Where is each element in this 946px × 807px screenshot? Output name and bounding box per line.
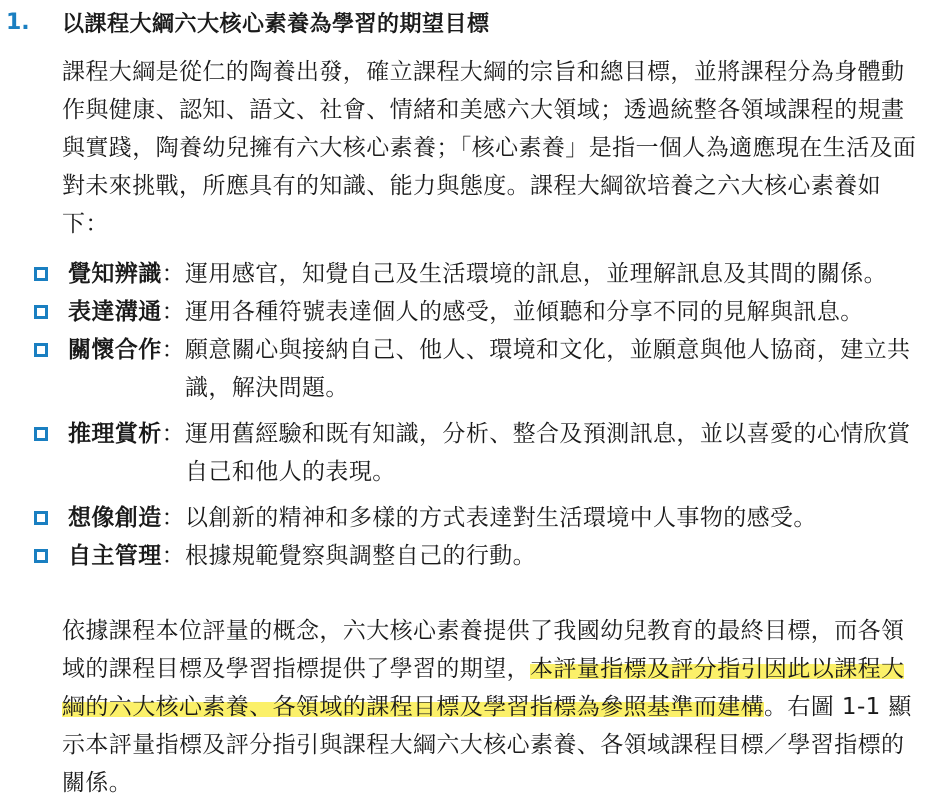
competency-list bbox=[28, 255, 928, 575]
competency-item bbox=[28, 255, 928, 293]
competency-term: 想像創造 bbox=[68, 505, 162, 531]
competency-colon: ： bbox=[161, 543, 186, 569]
competency-item bbox=[28, 415, 928, 491]
competency-term: 推理賞析 bbox=[68, 421, 162, 447]
competency-colon: ： bbox=[161, 261, 186, 287]
competency-item bbox=[28, 293, 928, 331]
competency-description: 運用舊經驗和既有知識，分析、整合及預測訊息，並以喜愛的心情欣賞自己和他人的表現。 bbox=[185, 421, 911, 485]
competency-description: 運用感官，知覺自己及生活環境的訊息，並理解訊息及其間的關係。 bbox=[185, 261, 888, 287]
competency-description: 根據規範覺察與調整自己的行動。 bbox=[185, 543, 537, 569]
hollow-square-bullet-icon bbox=[34, 549, 48, 563]
competency-colon: ： bbox=[161, 421, 186, 447]
closing-text-before: 依據課程本位評量的概念，六大核心素養提供了我國幼兒教育的最終目標，而各領域的課程目標及學習指標提供了學習的期望， bbox=[62, 618, 905, 682]
section-heading bbox=[6, 2, 490, 42]
competency-description: 願意關心與接納自己、他人、環境和文化，並願意與他人協商，建立共識，解決問題。 bbox=[185, 337, 911, 401]
competency-item bbox=[28, 331, 928, 407]
competency-description: 以創新的精神和多樣的方式表達對生活環境中人事物的感受。 bbox=[185, 505, 817, 531]
hollow-square-bullet-icon bbox=[34, 305, 48, 319]
competency-item bbox=[28, 537, 928, 575]
competency-colon: ： bbox=[161, 337, 186, 363]
intro-paragraph: 課程大綱是從仁的陶養出發，確立課程大綱的宗旨和總目標，並將課程分為身體動作與健康、認知、語文、社會、情緒和美感六大領域；透過統整各領域課程的規畫與實踐，陶養幼兒擁有六大核心素養；「核心素養」是指一個人為適應現在生活及面對未來挑戰，所應具有的知識、能力與態度。課程大綱欲培養之六大核心素養如下： bbox=[62, 59, 917, 237]
highlighted-text: 本評量指標及評分指引因此以課程大綱的六大核心素養、各領域的課程目標及學習指標為參照基準而建構 bbox=[62, 656, 905, 720]
closing-text-after: 。右圖 1-1 顯示本評量指標及評分指引與課程大綱六大核心素養、各領域課程目標／學習指標的關係。 bbox=[62, 694, 912, 796]
competency-term: 覺知辨識 bbox=[68, 261, 162, 287]
competency-description: 運用各種符號表達個人的感受，並傾聽和分享不同的見解與訊息。 bbox=[185, 299, 864, 325]
competency-term: 自主管理 bbox=[68, 543, 162, 569]
competency-colon: ： bbox=[161, 505, 186, 531]
hollow-square-bullet-icon bbox=[34, 427, 48, 441]
section-number: 1. bbox=[6, 9, 30, 35]
competency-colon: ： bbox=[161, 299, 186, 325]
section-title: 以課程大綱六大核心素養為學習的期望目標 bbox=[62, 11, 490, 37]
closing-paragraph bbox=[62, 612, 918, 802]
hollow-square-bullet-icon bbox=[34, 267, 48, 281]
competency-term: 表達溝通 bbox=[68, 299, 162, 325]
competency-item bbox=[28, 499, 928, 537]
hollow-square-bullet-icon bbox=[34, 511, 48, 525]
hollow-square-bullet-icon bbox=[34, 343, 48, 357]
competency-term: 關懷合作 bbox=[68, 337, 162, 363]
